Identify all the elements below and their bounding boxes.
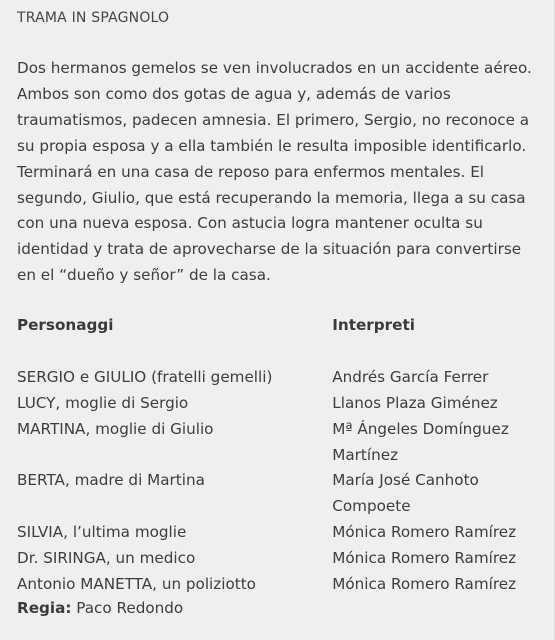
plot-line: su propia esposa y a ella también le resulta imposible identificarlo. [17, 136, 527, 155]
plot-line: Ambos son como dos gotas de agua y, además de varios [17, 84, 451, 103]
cast-role: LUCY, moglie di Sergio [17, 393, 189, 412]
table-row [17, 391, 537, 417]
cast-actor: Mª Ángeles Domínguez Martínez [332, 419, 509, 464]
table-row [17, 546, 537, 572]
cast-role: SERGIO e GIULIO (fratelli gemelli) [17, 367, 273, 386]
cast-header-row [17, 313, 537, 339]
plot-line: segundo, Giulio, que está recuperando la memoria, llega a su casa [17, 188, 526, 207]
cast-spacer-row [17, 339, 537, 365]
cast-actor: Mónica Romero Ramírez [332, 575, 517, 594]
cast-actor: Mónica Romero Ramírez [332, 549, 517, 568]
table-row [17, 520, 537, 546]
cast-actor: Andrés García Ferrer [332, 367, 489, 386]
director-credit [17, 596, 183, 622]
director-label: Regia: [17, 599, 72, 617]
cast-header-actor: Interpreti [332, 316, 415, 334]
table-row [17, 468, 537, 520]
cast-role: Dr. SIRINGA, un medico [17, 549, 196, 568]
plot-line: Dos hermanos gemelos se ven involucrados en un accidente aéreo. [17, 59, 532, 77]
section-heading: TRAMA IN SPAGNOLO [17, 10, 170, 26]
table-row [17, 417, 537, 469]
cast-role: SILVIA, l’ultima moglie [17, 523, 187, 542]
plot-line: Terminará en una casa de reposo para enfermos mentales. El [17, 162, 485, 181]
table-row [17, 365, 537, 391]
cast-header-role: Personaggi [17, 316, 114, 334]
cast-role: Antonio MANETTA, un poliziotto [17, 575, 256, 594]
plot-line: con una nueva esposa. Con astucia logra mantener oculta su [17, 214, 483, 233]
cast-table [17, 313, 537, 598]
cast-actor: Mónica Romero Ramírez [332, 523, 517, 542]
cast-actor: Llanos Plaza Giménez [332, 393, 498, 412]
table-row [17, 572, 537, 598]
plot-paragraph [17, 56, 545, 289]
cast-actor: María José Canhoto Compoete [332, 471, 479, 516]
plot-line: traumatismos, padecen amnesia. El primero, Sergio, no reconoce a [17, 110, 530, 129]
plot-line: identidad y trata de aprovecharse de la situación para convertirse [17, 240, 522, 259]
plot-line: en el “dueño y señor” de la casa. [17, 266, 271, 285]
cast-role: BERTA, madre di Martina [17, 471, 205, 490]
director-name: Paco Redondo [76, 599, 184, 617]
cast-role: MARTINA, moglie di Giulio [17, 419, 214, 438]
